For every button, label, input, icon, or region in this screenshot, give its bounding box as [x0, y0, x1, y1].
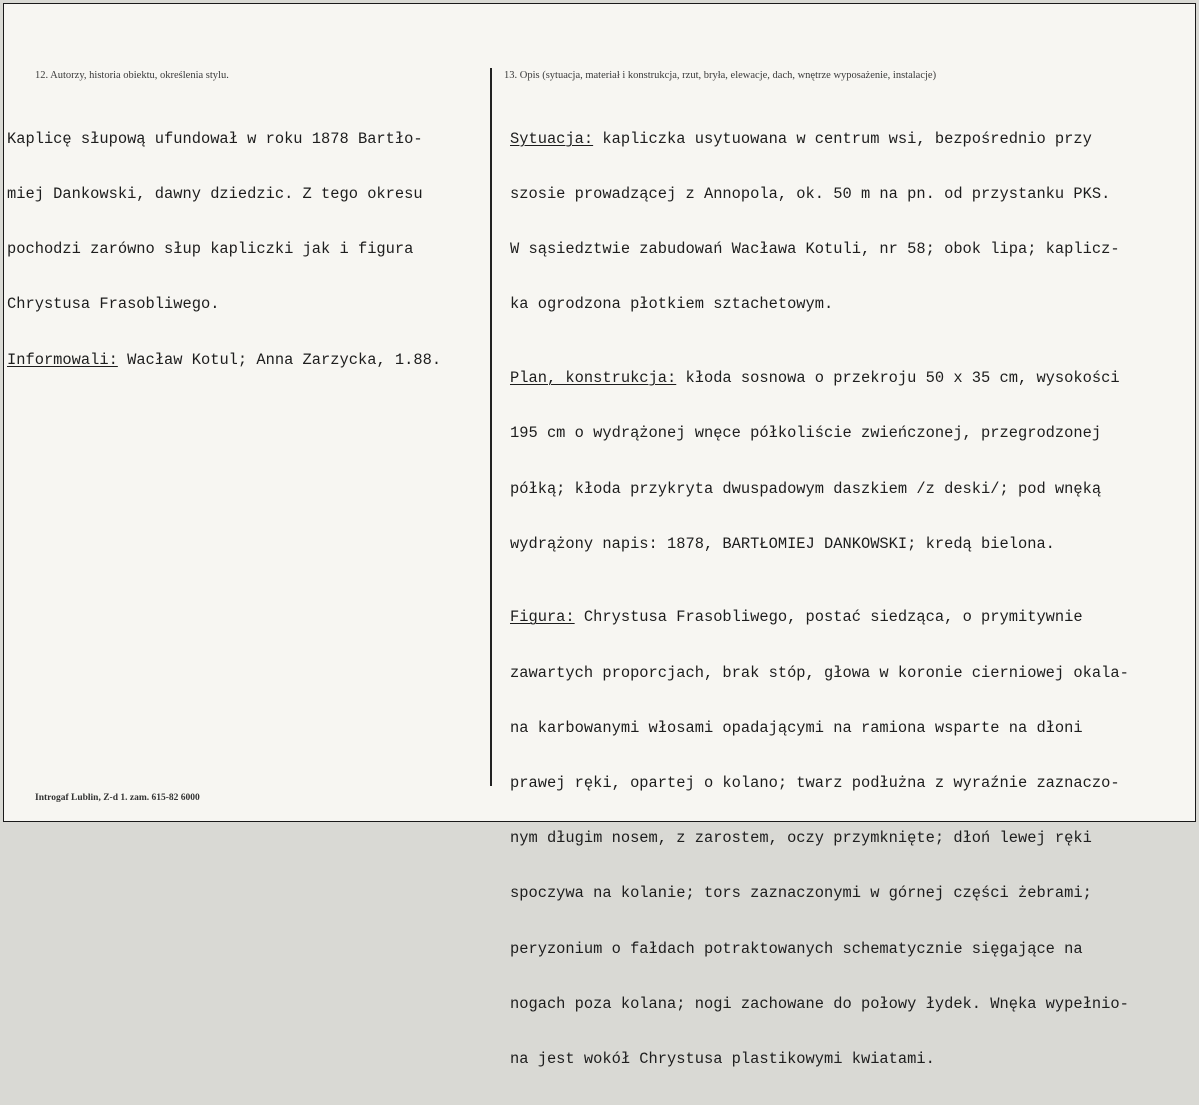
informants-line [7, 351, 441, 369]
plan-line: wydrążony napis: 1878, BARTŁOMIEJ DANKOWSKI; kredą bielona. [510, 534, 1055, 553]
figure-line: prawej ręki, opartej o kolano; twarz podłużna z wyraźnie zaznaczo- [510, 774, 1120, 793]
informants-label: Informowali: [7, 350, 118, 369]
figure-line: nym długim nosem, z zarostem, oczy przymknięte; dłoń lewej ręki [510, 829, 1092, 848]
plan-label: Plan, konstrukcja: [510, 369, 677, 388]
figure-text: Chrystusa Frasobliwego, postać siedząca, o prymitywnie [574, 608, 1083, 627]
situation-text: kapliczka usytuowana w centrum wsi, bezpośrednio przy [593, 129, 1092, 148]
plan-line: 195 cm o wydrążonej wnęce półkoliście zwieńczonej, przegrodzonej [510, 424, 1102, 443]
situation-line: W sąsiedztwie zabudowań Wacława Kotuli, nr 58; obok lipa; kaplicz- [510, 240, 1120, 259]
plan-first-line [510, 369, 1129, 387]
figure-line: spoczywa na kolanie; tors zaznaczonymi w górnej części żebrami; [510, 884, 1092, 903]
informants-text: Wacław Kotul; Anna Zarzycka, 1.88. [117, 350, 442, 369]
figure-line: na karbowanymi włosami opadającymi na ramiona wsparte na dłoni [510, 718, 1083, 737]
figure-label: Figura: [510, 608, 575, 627]
history-line: Chrystusa Frasobliwego. [7, 295, 220, 314]
figure-line: peryzonium o fałdach potraktowanych schematycznie sięgające na [510, 939, 1083, 958]
section-13-header: 13. Opis (sytuacja, materiał i konstrukcja, rzut, bryła, elewacje, dach, wnętrze wyposażenie, instalacje) [504, 70, 937, 81]
column-divider [490, 68, 492, 786]
history-line: Kaplicę słupową ufundował w roku 1878 Bartło- [7, 129, 423, 148]
plan-line: półką; kłoda przykryta dwuspadowym daszkiem /z deski/; pod wnęką [510, 479, 1102, 498]
figure-line: nogach poza kolana; nogi zachowane do połowy łydek. Wnęka wypełnio- [510, 994, 1129, 1013]
section-12-header: 12. Autorzy, historia obiektu, określenia stylu. [35, 70, 229, 81]
situation-first-line [510, 130, 1129, 148]
figure-line: na jest wokół Chrystusa plastikowymi kwiatami. [510, 1050, 935, 1069]
history-line: pochodzi zarówno słup kapliczki jak i figura [7, 240, 414, 259]
history-text [7, 93, 441, 406]
situation-label: Sytuacja: [510, 129, 594, 148]
situation-line: szosie prowadzącej z Annopola, ok. 50 m na pn. od przystanku PKS. [510, 185, 1111, 204]
description-text [510, 93, 1129, 1105]
figure-first-line [510, 608, 1129, 626]
plan-text: kłoda sosnowa o przekroju 50 x 35 cm, wysokości [676, 369, 1120, 388]
figure-line: zawartych proporcjach, brak stóp, głowa w koronie cierniowej okala- [510, 663, 1129, 682]
printer-imprint: Introgaf Lublin, Z-d 1. zam. 615-82 6000 [35, 793, 200, 803]
history-line: miej Dankowski, dawny dziedzic. Z tego okresu [7, 185, 423, 204]
catalog-card [3, 3, 1196, 1069]
situation-line: ka ogrodzona płotkiem sztachetowym. [510, 295, 834, 314]
